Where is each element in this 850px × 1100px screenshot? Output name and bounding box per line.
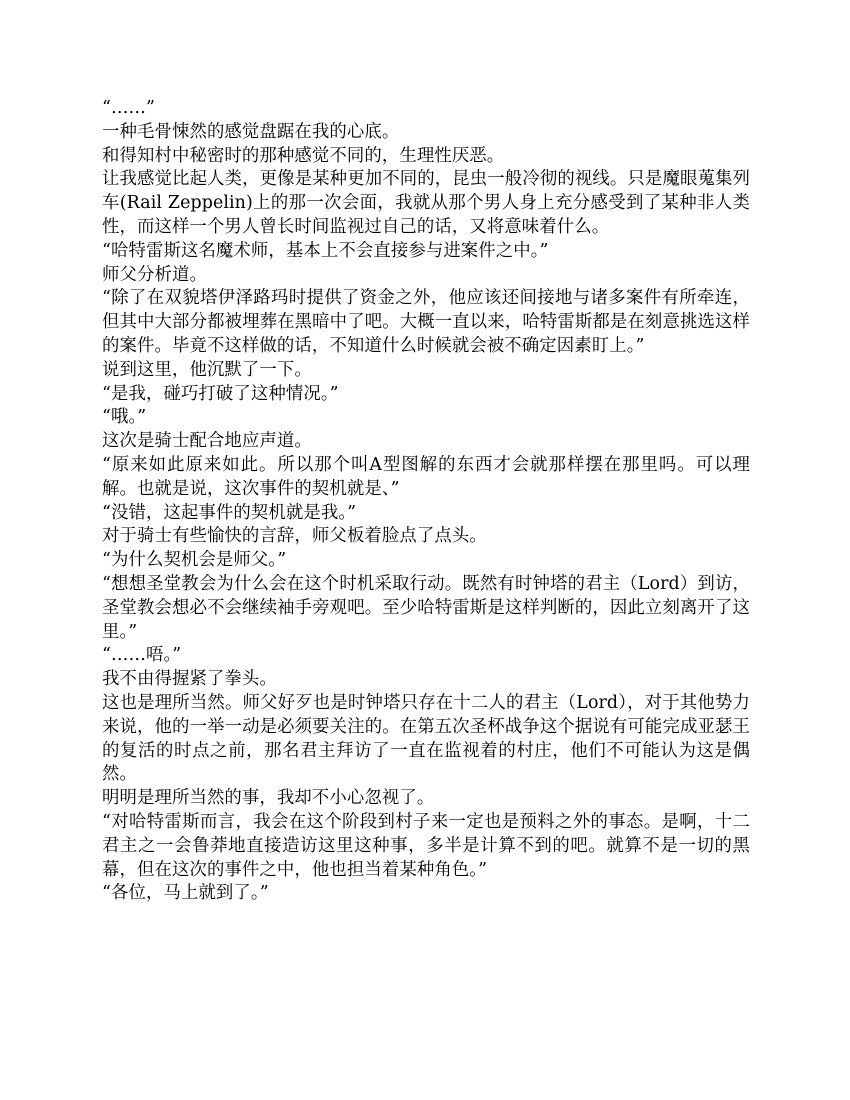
paragraph: “哈特雷斯这名魔术师，基本上不会直接参与进案件之中。” [102, 240, 549, 261]
paragraph: “……唔。” [102, 645, 182, 666]
paragraph: “为什么契机会是师父。” [102, 550, 287, 571]
paragraph: 这也是理所当然。师父好歹也是时钟塔只存在十二人的君主（Lord），对于其他势力来说，他的一举一动是必须要关注的。在第五次圣杯战争这个据说有可能完成亚瑟王的复活的时点之前，那名君主拜访了一直在监视着的村庄，他们不可能认为这是偶然。 [102, 692, 750, 785]
paragraph: “想想圣堂教会为什么会在这个时机采取行动。既然有时钟塔的君主（Lord）到访，圣堂教会想必不会继续袖手旁观吧。至少哈特雷斯是这样判断的，因此立刻离开了这里。” [102, 573, 750, 642]
paragraph: 说到这里，他沉默了一下。 [102, 359, 312, 380]
paragraph: 明明是理所当然的事，我却不小心忽视了。 [102, 788, 435, 809]
paragraph: 我不由得握紧了拳头。 [102, 669, 277, 690]
paragraph: “没错，这起事件的契机就是我。” [102, 502, 357, 523]
paragraph: 师父分析道。 [102, 264, 207, 285]
paragraph: 让我感觉比起人类，更像是某种更加不同的，昆虫一般冷彻的视线。只是魔眼蒐集列车(Rail Zeppelin)上的那一次会面，我就从那个男人身上充分感受到了某种非人类性，而这样一个男人曾长时间监视过自己的话，又将意味着什么。 [102, 169, 750, 237]
paragraph: “对哈特雷斯而言，我会在这个阶段到村子来一定也是预料之外的事态。是啊，十二君主之一会鲁莽地直接造访这里这种事，多半是计算不到的吧。就算不是一切的黑幕，但在这次的事件之中，他也担当着某种角色。” [102, 811, 750, 880]
paragraph: 和得知村中秘密时的那种感觉不同的，生理性厌恶。 [102, 145, 505, 166]
paragraph: “除了在双貌塔伊泽路玛时提供了资金之外，他应该还间接地与诸多案件有所牵连，但其中大部分都被埋葬在黑暗中了吧。大概一直以来，哈特雷斯都是在刻意挑选这样的案件。毕竟不这样做的话，不知道什么时候就会被不确定因素盯上。” [102, 288, 750, 356]
paragraph: “是我，碰巧打破了这种情况。” [102, 383, 339, 404]
paragraph: “原来如此原来如此。所以那个叫A型图解的东西才会就那样摆在那里吗。可以理解。也就是说，这次事件的契机就是、” [102, 454, 750, 499]
paragraph: 对于骑士有些愉快的言辞，师父板着脸点了点头。 [102, 526, 487, 547]
paragraph: “各位，马上就到了。” [102, 883, 269, 904]
paragraph: “……” [102, 98, 155, 118]
document-body [102, 97, 750, 906]
paragraph: 一种毛骨悚然的感觉盘踞在我的心底。 [102, 121, 400, 142]
paragraph: 这次是骑士配合地应声道。 [102, 431, 312, 452]
paragraph: “哦。” [102, 407, 147, 428]
